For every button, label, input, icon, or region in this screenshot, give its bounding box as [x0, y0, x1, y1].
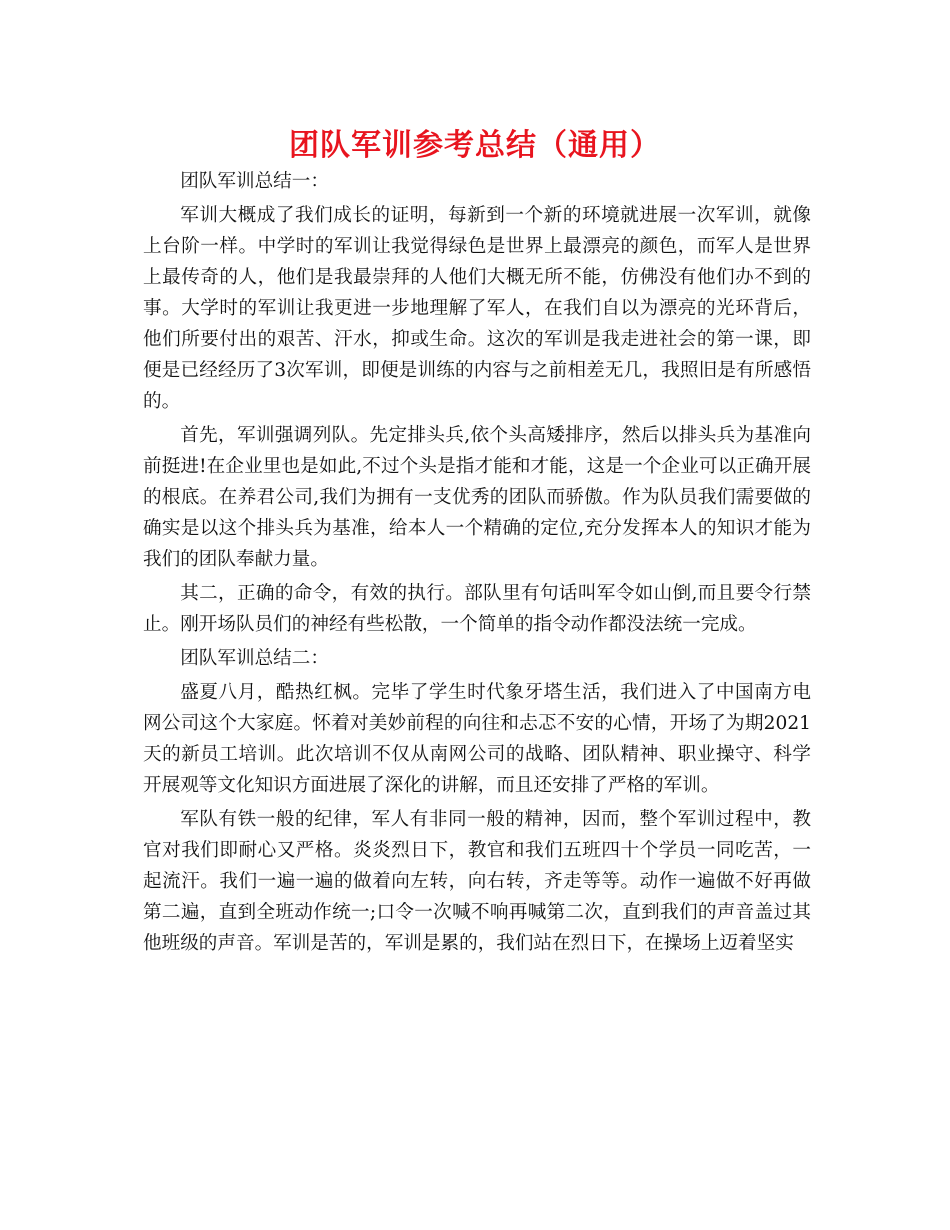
document-body [143, 166, 811, 962]
paragraph: 军训大概成了我们成长的证明，每新到一个新的环境就进展一次军训，就像上台阶一样。中学时的军训让我觉得绿色是世界上最漂亮的颜色，而军人是世界上最传奇的人，他们是我最崇拜的人他们大概无所不能，仿佛没有他们办不到的事。大学时的军训让我更进一步地理解了军人，在我们自以为漂亮的光环背后，他们所要付出的艰苦、汗水，抑或生命。这次的军训是我走进社会的第一课，即便是已经经历了3次军训，即便是训练的内容与之前相差无几，我照旧是有所感悟的。 [143, 205, 811, 412]
paragraph: 军队有铁一般的纪律，军人有非同一般的精神，因而，整个军训过程中，教官对我们即耐心又严格。炎炎烈日下，教官和我们五班四十个学员一同吃苦，一起流汗。我们一遍一遍的做着向左转，向右转，齐走等等。动作一遍做不好再做第二遍，直到全班动作统一;口令一次喊不响再喊第二次，直到我们的声音盖过其他班级的声音。军训是苦的，军训是累的，我们站在烈日下，在操场上迈着坚实 [143, 809, 811, 954]
paragraph: 首先，军训强调列队。先定排头兵,依个头高矮排序，然后以排头兵为基准向前挺进!在企业里也是如此,不过个头是指才能和才能，这是一个企业可以正确开展的根底。在养君公司,我们为拥有一支优秀的团队而骄傲。作为队员我们需要做的确实是以这个排头兵为基准，给本人一个精确的定位,充分发挥本人的知识才能为我们的团队奉献力量。 [143, 425, 811, 570]
section-heading: 团队军训总结一： [180, 171, 329, 192]
paragraph: 盛夏八月，酷热红枫。完毕了学生时代象牙塔生活，我们进入了中国南方电网公司这个大家庭。怀着对美妙前程的向往和忐忑不安的心情，开场了为期2021天的新员工培训。此次培训不仅从南网公司的战略、团队精神、职业操守、科学开展观等文化知识方面进展了深化的讲解，而且还安排了严格的军训。 [143, 682, 811, 796]
document-title: 团队军训参考总结（通用） [289, 128, 661, 163]
section-heading: 团队军训总结二： [180, 648, 329, 669]
paragraph: 其二，正确的命令，有效的执行。部队里有句话叫军令如山倒,而且要令行禁止。刚开场队员们的神经有些松散，一个简单的指令动作都没法统一完成。 [143, 583, 811, 635]
